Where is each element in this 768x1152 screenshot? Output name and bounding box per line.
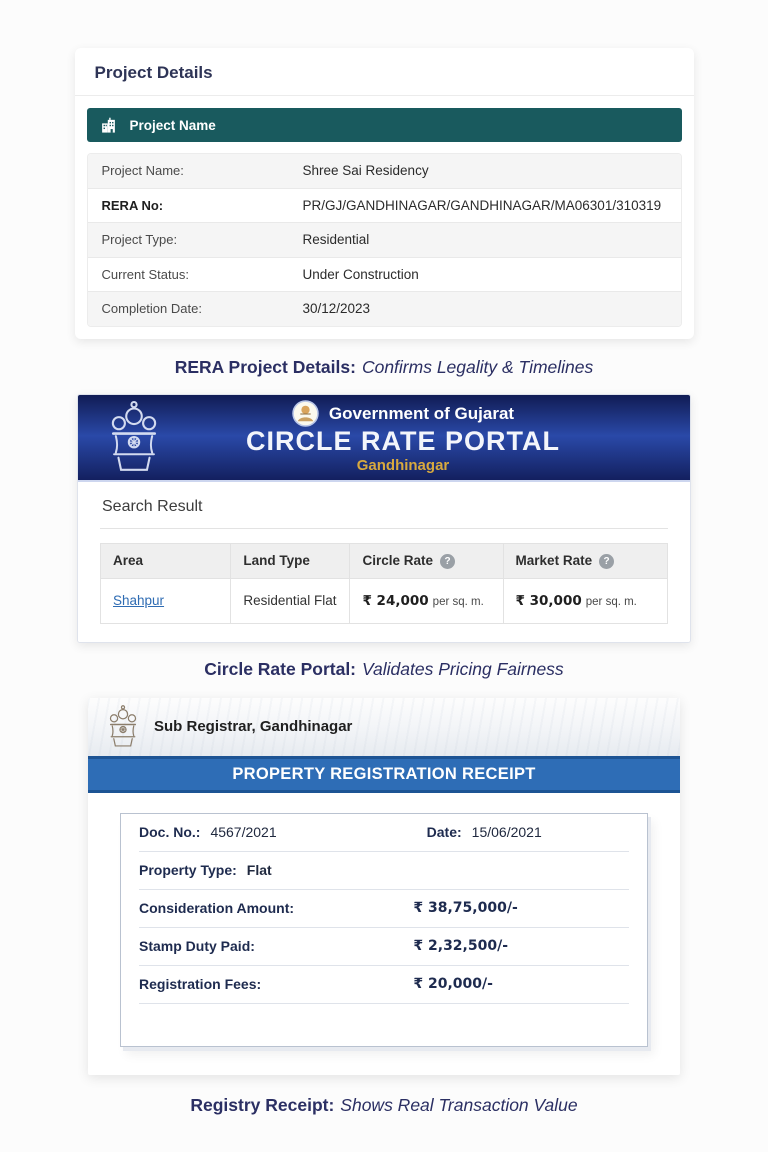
doc-no-label: Doc. No.: xyxy=(139,824,201,840)
date-value: 15/06/2021 xyxy=(471,824,542,840)
table-row xyxy=(88,291,681,326)
ashoka-emblem-icon xyxy=(106,704,140,749)
circle-rate-value: ₹ 24,000 xyxy=(362,592,429,609)
row-value: Residential xyxy=(302,232,370,248)
row-value: Under Construction xyxy=(302,266,419,282)
consideration-amount-label: Consideration Amount: xyxy=(139,900,295,916)
table-row xyxy=(88,154,681,188)
receipt-row-property-type xyxy=(139,852,629,890)
project-details-table xyxy=(87,153,682,327)
ashoka-emblem-icon xyxy=(104,399,164,475)
caption-circle-rate xyxy=(0,659,768,680)
project-details-title: Project Details xyxy=(75,48,694,96)
table-row xyxy=(88,257,681,292)
info-icon[interactable]: ? xyxy=(599,554,614,569)
row-value: PR/GJ/GANDHINAGAR/GANDHINAGAR/MA06301/310319 xyxy=(302,197,662,213)
registration-fees-value: ₹ 20,000/- xyxy=(413,976,493,992)
rate-table-header-row xyxy=(101,543,668,578)
sub-registrar-office-label: Sub Registrar, Gandhinagar xyxy=(154,718,353,735)
rera-project-details-card xyxy=(75,48,694,339)
property-type-label: Property Type: xyxy=(139,862,237,878)
portal-header xyxy=(78,395,690,482)
receipt-row-consideration xyxy=(139,890,629,928)
caption-rera xyxy=(0,357,768,378)
receipt-area xyxy=(88,793,680,1075)
doc-no-value: 4567/2021 xyxy=(210,824,277,840)
row-value: 30/12/2023 xyxy=(302,301,371,317)
rate-table-row xyxy=(101,578,668,623)
stamp-duty-value: ₹ 2,32,500/- xyxy=(413,938,509,954)
header-land-type: Land Type xyxy=(231,543,350,578)
receipt-title-bar: PROPERTY REGISTRATION RECEIPT xyxy=(88,756,680,793)
market-rate-unit: per sq. m. xyxy=(585,595,637,608)
caption-circle-rate-italic: Validates Pricing Fairness xyxy=(362,658,564,679)
header-area: Area xyxy=(101,543,231,578)
consideration-amount-value: ₹ 38,75,000/- xyxy=(413,900,518,916)
header-market-rate xyxy=(503,543,667,578)
search-result-section xyxy=(78,482,690,642)
stamp-duty-label: Stamp Duty Paid: xyxy=(139,938,255,954)
row-label: Current Status: xyxy=(101,266,189,282)
info-icon[interactable]: ? xyxy=(440,554,455,569)
row-value: Shree Sai Residency xyxy=(302,163,429,179)
row-label: Project Type: xyxy=(101,232,178,248)
cell-circle-rate xyxy=(350,578,503,623)
project-details-body xyxy=(75,96,694,327)
search-result-title: Search Result xyxy=(100,496,668,529)
government-of-gujarat-label: Government of Gujarat xyxy=(328,403,515,423)
area-link[interactable]: Shahpur xyxy=(113,593,165,608)
caption-rera-italic: Confirms Legality & Timelines xyxy=(361,356,594,377)
circle-rate-unit: per sq. m. xyxy=(432,595,484,608)
project-name-header-label: Project Name xyxy=(129,117,216,133)
registration-receipt-card xyxy=(88,698,680,1075)
cell-land-type: Residential Flat xyxy=(231,578,350,623)
portal-header-text xyxy=(164,400,642,474)
circle-rate-portal-card xyxy=(77,394,691,643)
header-circle-rate xyxy=(350,543,503,578)
cell-area xyxy=(101,578,231,623)
government-line xyxy=(292,400,514,427)
portal-title: CIRCLE RATE PORTAL xyxy=(246,426,560,457)
gandhi-badge-icon xyxy=(292,400,319,427)
sub-registrar-banner xyxy=(88,698,680,756)
receipt-row-registration-fees xyxy=(139,966,629,1004)
receipt-row-stamp-duty xyxy=(139,928,629,966)
table-row xyxy=(88,222,681,257)
caption-rera-bold: RERA Project Details: xyxy=(174,356,356,377)
table-row xyxy=(88,188,681,223)
registration-fees-label: Registration Fees: xyxy=(139,976,262,992)
caption-circle-rate-bold: Circle Rate Portal: xyxy=(204,658,357,679)
market-rate-value: ₹ 30,000 xyxy=(515,592,582,609)
row-label: Completion Date: xyxy=(101,301,202,317)
rate-table xyxy=(100,543,668,624)
building-icon xyxy=(100,117,117,134)
row-label: RERA No: xyxy=(101,197,164,213)
caption-registry-bold: Registry Receipt: xyxy=(190,1094,335,1115)
receipt-row-doc-date xyxy=(139,814,629,852)
caption-registry xyxy=(0,1095,768,1116)
row-label: Project Name: xyxy=(101,163,184,179)
header-circle-rate-label: Circle Rate xyxy=(362,552,434,568)
cell-market-rate xyxy=(503,578,667,623)
header-market-rate-label: Market Rate xyxy=(515,552,593,568)
receipt-row-empty xyxy=(139,1004,629,1046)
portal-city: Gandhinagar xyxy=(356,456,450,474)
project-name-header-bar xyxy=(87,108,682,142)
caption-registry-italic: Shows Real Transaction Value xyxy=(340,1094,578,1115)
receipt-document xyxy=(120,813,648,1047)
property-type-value: Flat xyxy=(246,862,272,878)
date-label: Date: xyxy=(426,824,462,840)
